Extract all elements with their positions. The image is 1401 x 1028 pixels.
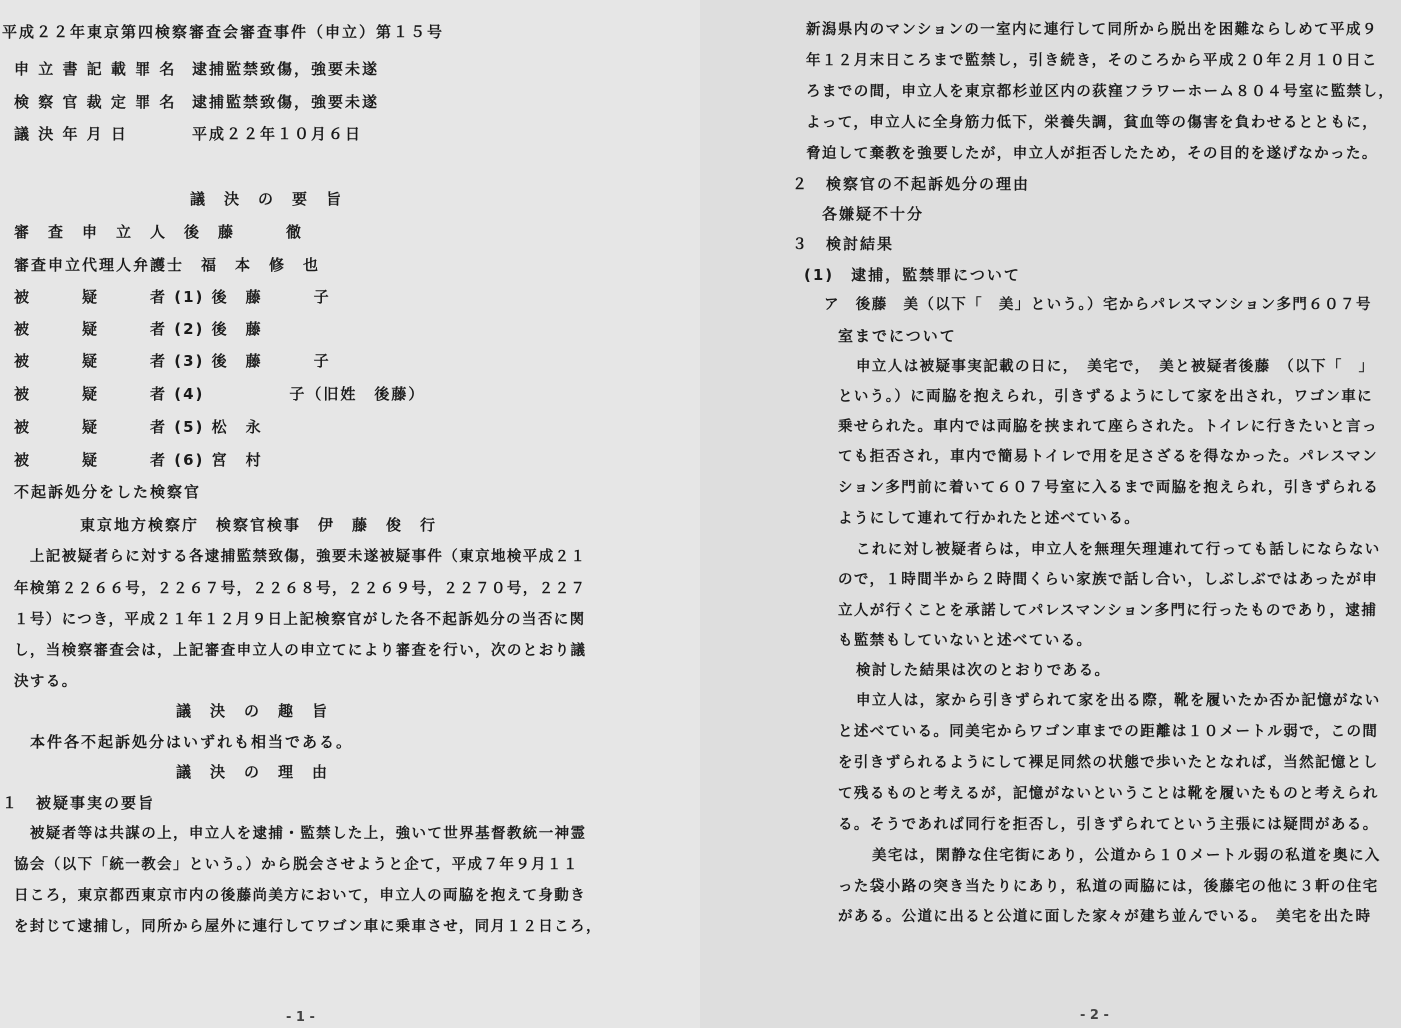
section-3-heading: ３ 検討結果 <box>792 235 895 253</box>
para-2-line-3: 立人が行くことを承諾してパレスマンション多門に行ったものであり，逮捕 <box>838 603 1378 619</box>
para-3-line: 検討した結果は次のとおりである。 <box>856 663 1111 679</box>
suspect-6: 被 疑 者 (6) 宮 村 <box>14 451 263 469</box>
para-1-line-2: という。）に両脇を抱えられ，引きずるようにして家を出され，ワゴン車に <box>838 389 1374 405</box>
summary-heading: 議 決 の 要 旨 <box>190 190 344 208</box>
cont-line-3: ろまでの間，申立人を東京都杉並区内の荻窪フラワーホーム８０４号室に監禁し， <box>806 84 1395 100</box>
page-number-2: - 2 - <box>1080 1008 1109 1023</box>
page-1 <box>0 0 700 1028</box>
para-4-line-5: る。そうであれば同行を拒否し，引きずられてという主張には疑問がある。 <box>838 817 1379 833</box>
section-1-line-4: を封じて逮捕し，同所から屋外に連行してワゴン車に乗車させ，同月１２日ころ， <box>14 919 602 935</box>
subsection-a-heading-1: ア 後藤 美（以下「 美」という。）宅からパレスマンション多門６０７号 <box>824 297 1372 313</box>
intro-line-2: 年検第２２６６号，２２６７号，２２６８号，２２６９号，２２７０号，２２７ <box>14 581 587 597</box>
intro-line-3: １号）につき，平成２１年１２月９日上記検察官がした各不起訴処分の当否に関 <box>14 612 586 628</box>
case-title: 平成２２年東京第四検察審査会審査事件（申立）第１５号 <box>2 23 445 41</box>
section-2-heading: ２ 検察官の不起訴処分の理由 <box>792 175 1031 193</box>
para-1-line-6: ようにして連れて行かれたと述べている。 <box>838 511 1141 527</box>
suspect-2: 被 疑 者 (2) 後 藤 <box>14 320 263 338</box>
intro-line-4: し，当検察審査会は，上記審査申立人の申立てにより審査を行い，次のとおり議 <box>14 643 587 659</box>
subsection-1-heading: (1) 逮捕，監禁罪について <box>804 266 1021 284</box>
applicant-line: 審 査 申 立 人 後 藤 徹 <box>14 223 304 241</box>
para-1-line-3: 乗せられた。車内では両脇を挟まれて座らされた。トイレに行きたいと言っ <box>838 419 1378 435</box>
cont-line-4: よって，申立人に全身筋力低下，栄養失調，貧血等の傷害を負わせるとともに， <box>806 115 1379 131</box>
para-4-line-2: と述べている。同美宅からワゴン車までの距離は１０メートル弱で，この間 <box>838 724 1379 740</box>
para-1-line-5: ション多門前に着いて６０７号室に入るまで両脇を抱えられ，引きずられる <box>838 480 1380 496</box>
para-4-line-3: を引きずられるようにして裸足同然の状態で歩いたとなれば，当然記憶とし <box>838 755 1379 771</box>
intro-line-1: 上記被疑者らに対する各逮捕監禁致傷，強要未遂被疑事件（東京地検平成２１ <box>14 549 587 565</box>
para-1-line-4: ても拒否され，車内で簡易トイレで用を足さざるを得なかった。パレスマン <box>838 449 1379 465</box>
para-5-line-2: った袋小路の突き当たりにあり，私道の両脇には，後藤宅の他に３軒の住宅 <box>838 879 1379 895</box>
gist-text: 本件各不起訴処分はいずれも相当である。 <box>30 733 354 751</box>
para-4-line-1: 申立人は，家から引きずられて家を出る際，靴を履いたか否か記憶がない <box>856 693 1381 709</box>
para-5-line-3: がある。公道に出ると公道に面した家々が建ち並んでいる。 美宅を出た時 <box>838 909 1372 925</box>
page-number-1: - 1 - <box>286 1010 315 1025</box>
page-2 <box>700 0 1401 1028</box>
agent-line: 審査申立代理人弁護士 福 本 修 也 <box>14 256 321 274</box>
para-1-line-1: 申立人は被疑事実記載の日に， 美宅で， 美と被疑者後藤 （以下「 」 <box>856 359 1375 375</box>
section-1-line-3: 日ころ，東京都西東京市内の後藤尚美方において，申立人の両脇を抱えて身動き <box>14 888 587 904</box>
header-label-resolution-date: 議 決 年 月 日 <box>14 125 128 143</box>
para-5-line-1: 美宅は，閑静な住宅街にあり，公道から１０メートル弱の私道を奥に入 <box>872 848 1381 864</box>
section-2-text: 各嫌疑不十分 <box>822 205 925 223</box>
section-1-line-2: 協会（以下「統一教会」という。）から脱会させようと企て，平成７年９月１１ <box>14 857 579 873</box>
cont-line-1: 新潟県内のマンションの一室内に連行して同所から脱出を困難ならしめて平成９ <box>806 22 1378 38</box>
header-value-resolution-date: 平成２２年１０月６日 <box>192 125 363 143</box>
cont-line-2: 年１２月末日ころまで監禁し，引き続き，そのころから平成２０年２月１０日こ <box>806 53 1378 69</box>
section-1-heading: １ 被疑事実の要旨 <box>2 794 156 812</box>
suspect-1: 被 疑 者 (1) 後 藤 子 <box>14 288 331 306</box>
section-1-line-1: 被疑者等は共謀の上，申立人を逮捕・監禁した上，強いて世界基督教統一神霊 <box>14 826 587 842</box>
suspect-3: 被 疑 者 (3) 後 藤 子 <box>14 352 331 370</box>
intro-line-5: 決する。 <box>14 674 78 690</box>
header-label-charge-claimed: 申 立 書 記 載 罪 名 <box>14 60 177 78</box>
prosecutor-label: 不起訴処分をした検察官 <box>14 483 202 501</box>
header-label-charge-ruled: 検 察 官 裁 定 罪 名 <box>14 93 177 111</box>
para-2-line-4: も監禁もしていないと述べている。 <box>838 633 1093 649</box>
suspect-4: 被 疑 者 (4) 子（旧姓 後藤） <box>14 385 426 403</box>
para-2-line-1: これに対し被疑者らは，申立人を無理矢理連れて行っても話しにならない <box>856 542 1381 558</box>
subsection-a-heading-2: 室までについて <box>838 327 957 345</box>
prosecutor-name: 東京地方検察庁 検察官検事 伊 藤 俊 行 <box>80 516 438 534</box>
gist-heading: 議 決 の 趣 旨 <box>176 702 330 720</box>
para-4-line-4: て残るものと考えるが，記憶がないということは靴を履いたものと考えられ <box>838 786 1379 802</box>
suspect-5: 被 疑 者 (5) 松 永 <box>14 418 263 436</box>
cont-line-5: 脅迫して棄教を強要したが，申立人が拒否したため，その目的を遂げなかった。 <box>806 146 1378 162</box>
header-value-charge-ruled: 逮捕監禁致傷，強要未遂 <box>192 93 380 111</box>
reason-heading: 議 決 の 理 由 <box>176 763 330 781</box>
para-2-line-2: ので，１時間半から２時間くらい家族で話し合い，しぶしぶではあったが申 <box>838 572 1379 588</box>
header-value-charge-claimed: 逮捕監禁致傷，強要未遂 <box>192 60 380 78</box>
